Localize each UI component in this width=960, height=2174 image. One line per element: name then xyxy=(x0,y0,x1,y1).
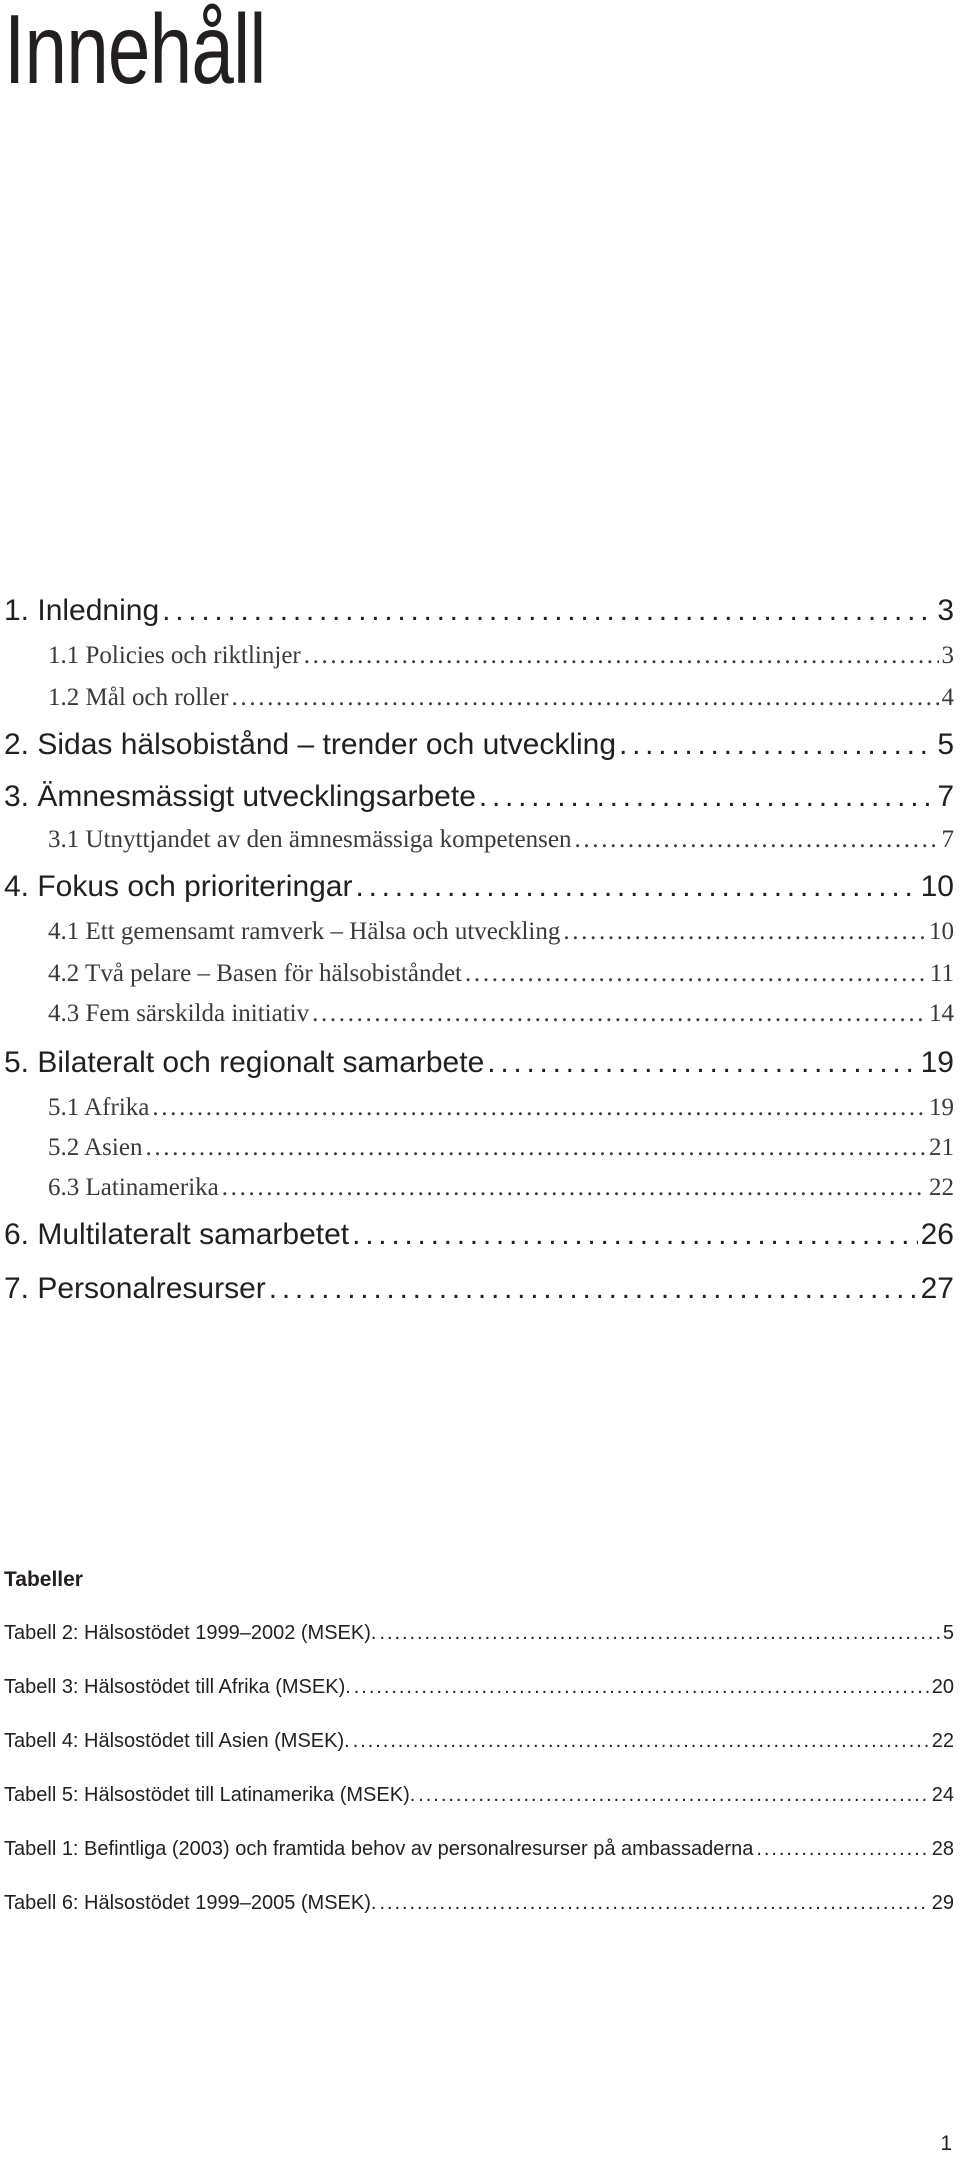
toc-entry-label: 4.2 Två pelare – Basen för hälsobiståndet xyxy=(48,960,463,987)
toc-entry-page: 27 xyxy=(920,1272,954,1305)
toc-subentry[interactable] xyxy=(48,1174,954,1208)
table-list-entry[interactable] xyxy=(4,1784,954,1814)
table-list-entry[interactable] xyxy=(4,1892,954,1922)
toc-entry[interactable] xyxy=(4,728,954,768)
toc-entry-label: 3.1 Utnyttjandet av den ämnesmässiga kompetensen xyxy=(48,826,572,853)
dot-leader xyxy=(418,1784,928,1807)
toc-entry-page: 7 xyxy=(941,826,954,853)
dot-leader xyxy=(619,728,934,762)
toc-subentry[interactable] xyxy=(48,1094,954,1128)
toc-entry-page: 21 xyxy=(929,1134,954,1161)
toc-entry-page: 3 xyxy=(937,594,954,627)
toc-subentry[interactable] xyxy=(48,960,954,994)
toc-entry-label: 5.1 Afrika xyxy=(48,1094,150,1121)
dot-leader xyxy=(353,1730,929,1753)
page-number: 1 xyxy=(940,2132,952,2155)
toc-subentry[interactable] xyxy=(48,1000,954,1034)
table-list-entry[interactable] xyxy=(4,1676,954,1706)
toc-entry-label: 4.3 Fem särskilda initiativ xyxy=(48,1000,310,1027)
toc-entry-page: 26 xyxy=(920,1218,954,1251)
table-entry-page: 5 xyxy=(942,1622,954,1644)
toc-entry-page: 7 xyxy=(937,780,954,813)
dot-leader xyxy=(465,960,927,988)
table-entry-label: Tabell 5: Hälsostödet till Latinamerika (MSEK). xyxy=(4,1784,416,1806)
dot-leader xyxy=(312,1000,926,1028)
page-title: Innehåll xyxy=(4,0,266,104)
toc-entry-label: 2. Sidas hälsobistånd – trender och utveckling xyxy=(4,728,617,761)
table-list-entry[interactable] xyxy=(4,1622,954,1652)
toc-entry-page: 14 xyxy=(929,1000,954,1027)
toc-entry-label: 4.1 Ett gemensamt ramverk – Hälsa och utveckling xyxy=(48,918,561,945)
toc-entry[interactable] xyxy=(4,1272,954,1312)
dot-leader xyxy=(356,870,918,904)
toc-subentry[interactable] xyxy=(48,642,954,676)
toc-entry-label: 1. Inledning xyxy=(4,594,160,627)
dot-leader xyxy=(487,1046,917,1080)
table-entry-label: Tabell 3: Hälsostödet till Afrika (MSEK). xyxy=(4,1676,351,1698)
toc-entry[interactable] xyxy=(4,1218,954,1258)
toc-entry-label: 3. Ämnesmässigt utvecklingsarbete xyxy=(4,780,476,813)
dot-leader xyxy=(575,826,939,854)
tables-heading: Tabeller xyxy=(4,1568,83,1591)
toc-subentry[interactable] xyxy=(48,684,954,718)
toc-entry-page: 4 xyxy=(941,684,954,711)
toc-subentry[interactable] xyxy=(48,826,954,860)
dot-leader xyxy=(222,1174,926,1202)
toc-entry[interactable] xyxy=(4,870,954,910)
table-entry-page: 29 xyxy=(931,1892,954,1914)
dot-leader xyxy=(304,642,939,670)
dot-leader xyxy=(152,1094,926,1122)
table-entry-label: Tabell 1: Befintliga (2003) och framtida behov av personalresurser på ambassaderna xyxy=(4,1838,754,1860)
toc-entry[interactable] xyxy=(4,594,954,634)
table-list-entry[interactable] xyxy=(4,1838,954,1868)
table-entry-label: Tabell 2: Hälsostödet 1999–2002 (MSEK). xyxy=(4,1622,377,1644)
dot-leader xyxy=(162,594,934,628)
dot-leader xyxy=(269,1272,918,1306)
toc-subentry[interactable] xyxy=(48,918,954,952)
toc-entry-page: 10 xyxy=(929,918,954,945)
dot-leader xyxy=(354,1676,929,1699)
table-entry-label: Tabell 6: Hälsostödet 1999–2005 (MSEK). xyxy=(4,1892,377,1914)
toc-entry[interactable] xyxy=(4,1046,954,1086)
toc-entry-label: 5. Bilateralt och regionalt samarbete xyxy=(4,1046,485,1079)
toc-entry-page: 3 xyxy=(941,642,954,669)
toc-entry-label: 6.3 Latinamerika xyxy=(48,1174,219,1201)
table-entry-label: Tabell 4: Hälsostödet till Asien (MSEK). xyxy=(4,1730,350,1752)
toc-entry-page: 10 xyxy=(920,870,954,903)
toc-entry-label: 1.2 Mål och roller xyxy=(48,684,229,711)
table-entry-page: 28 xyxy=(931,1838,954,1860)
dot-leader xyxy=(352,1218,917,1252)
toc-entry-label: 6. Multilateralt samarbetet xyxy=(4,1218,350,1251)
table-list-entry[interactable] xyxy=(4,1730,954,1760)
toc-entry-page: 5 xyxy=(937,728,954,761)
toc-entry[interactable] xyxy=(4,780,954,820)
toc-entry-label: 7. Personalresurser xyxy=(4,1272,266,1305)
toc-entry-page: 19 xyxy=(920,1046,954,1079)
table-entry-page: 22 xyxy=(931,1730,954,1752)
toc-entry-page: 11 xyxy=(929,960,954,987)
dot-leader xyxy=(145,1134,926,1162)
toc-entry-label: 5.2 Asien xyxy=(48,1134,143,1161)
dot-leader xyxy=(379,1892,928,1915)
table-entry-page: 24 xyxy=(931,1784,954,1806)
toc-entry-page: 19 xyxy=(929,1094,954,1121)
dot-leader xyxy=(379,1622,939,1645)
toc-subentry[interactable] xyxy=(48,1134,954,1168)
dot-leader xyxy=(756,1838,928,1861)
dot-leader xyxy=(479,780,934,814)
dot-leader xyxy=(563,918,926,946)
toc-entry-page: 22 xyxy=(929,1174,954,1201)
toc-entry-label: 1.1 Policies och riktlinjer xyxy=(48,642,301,669)
table-entry-page: 20 xyxy=(931,1676,954,1698)
toc-entry-label: 4. Fokus och prioriteringar xyxy=(4,870,353,903)
dot-leader xyxy=(232,684,939,712)
